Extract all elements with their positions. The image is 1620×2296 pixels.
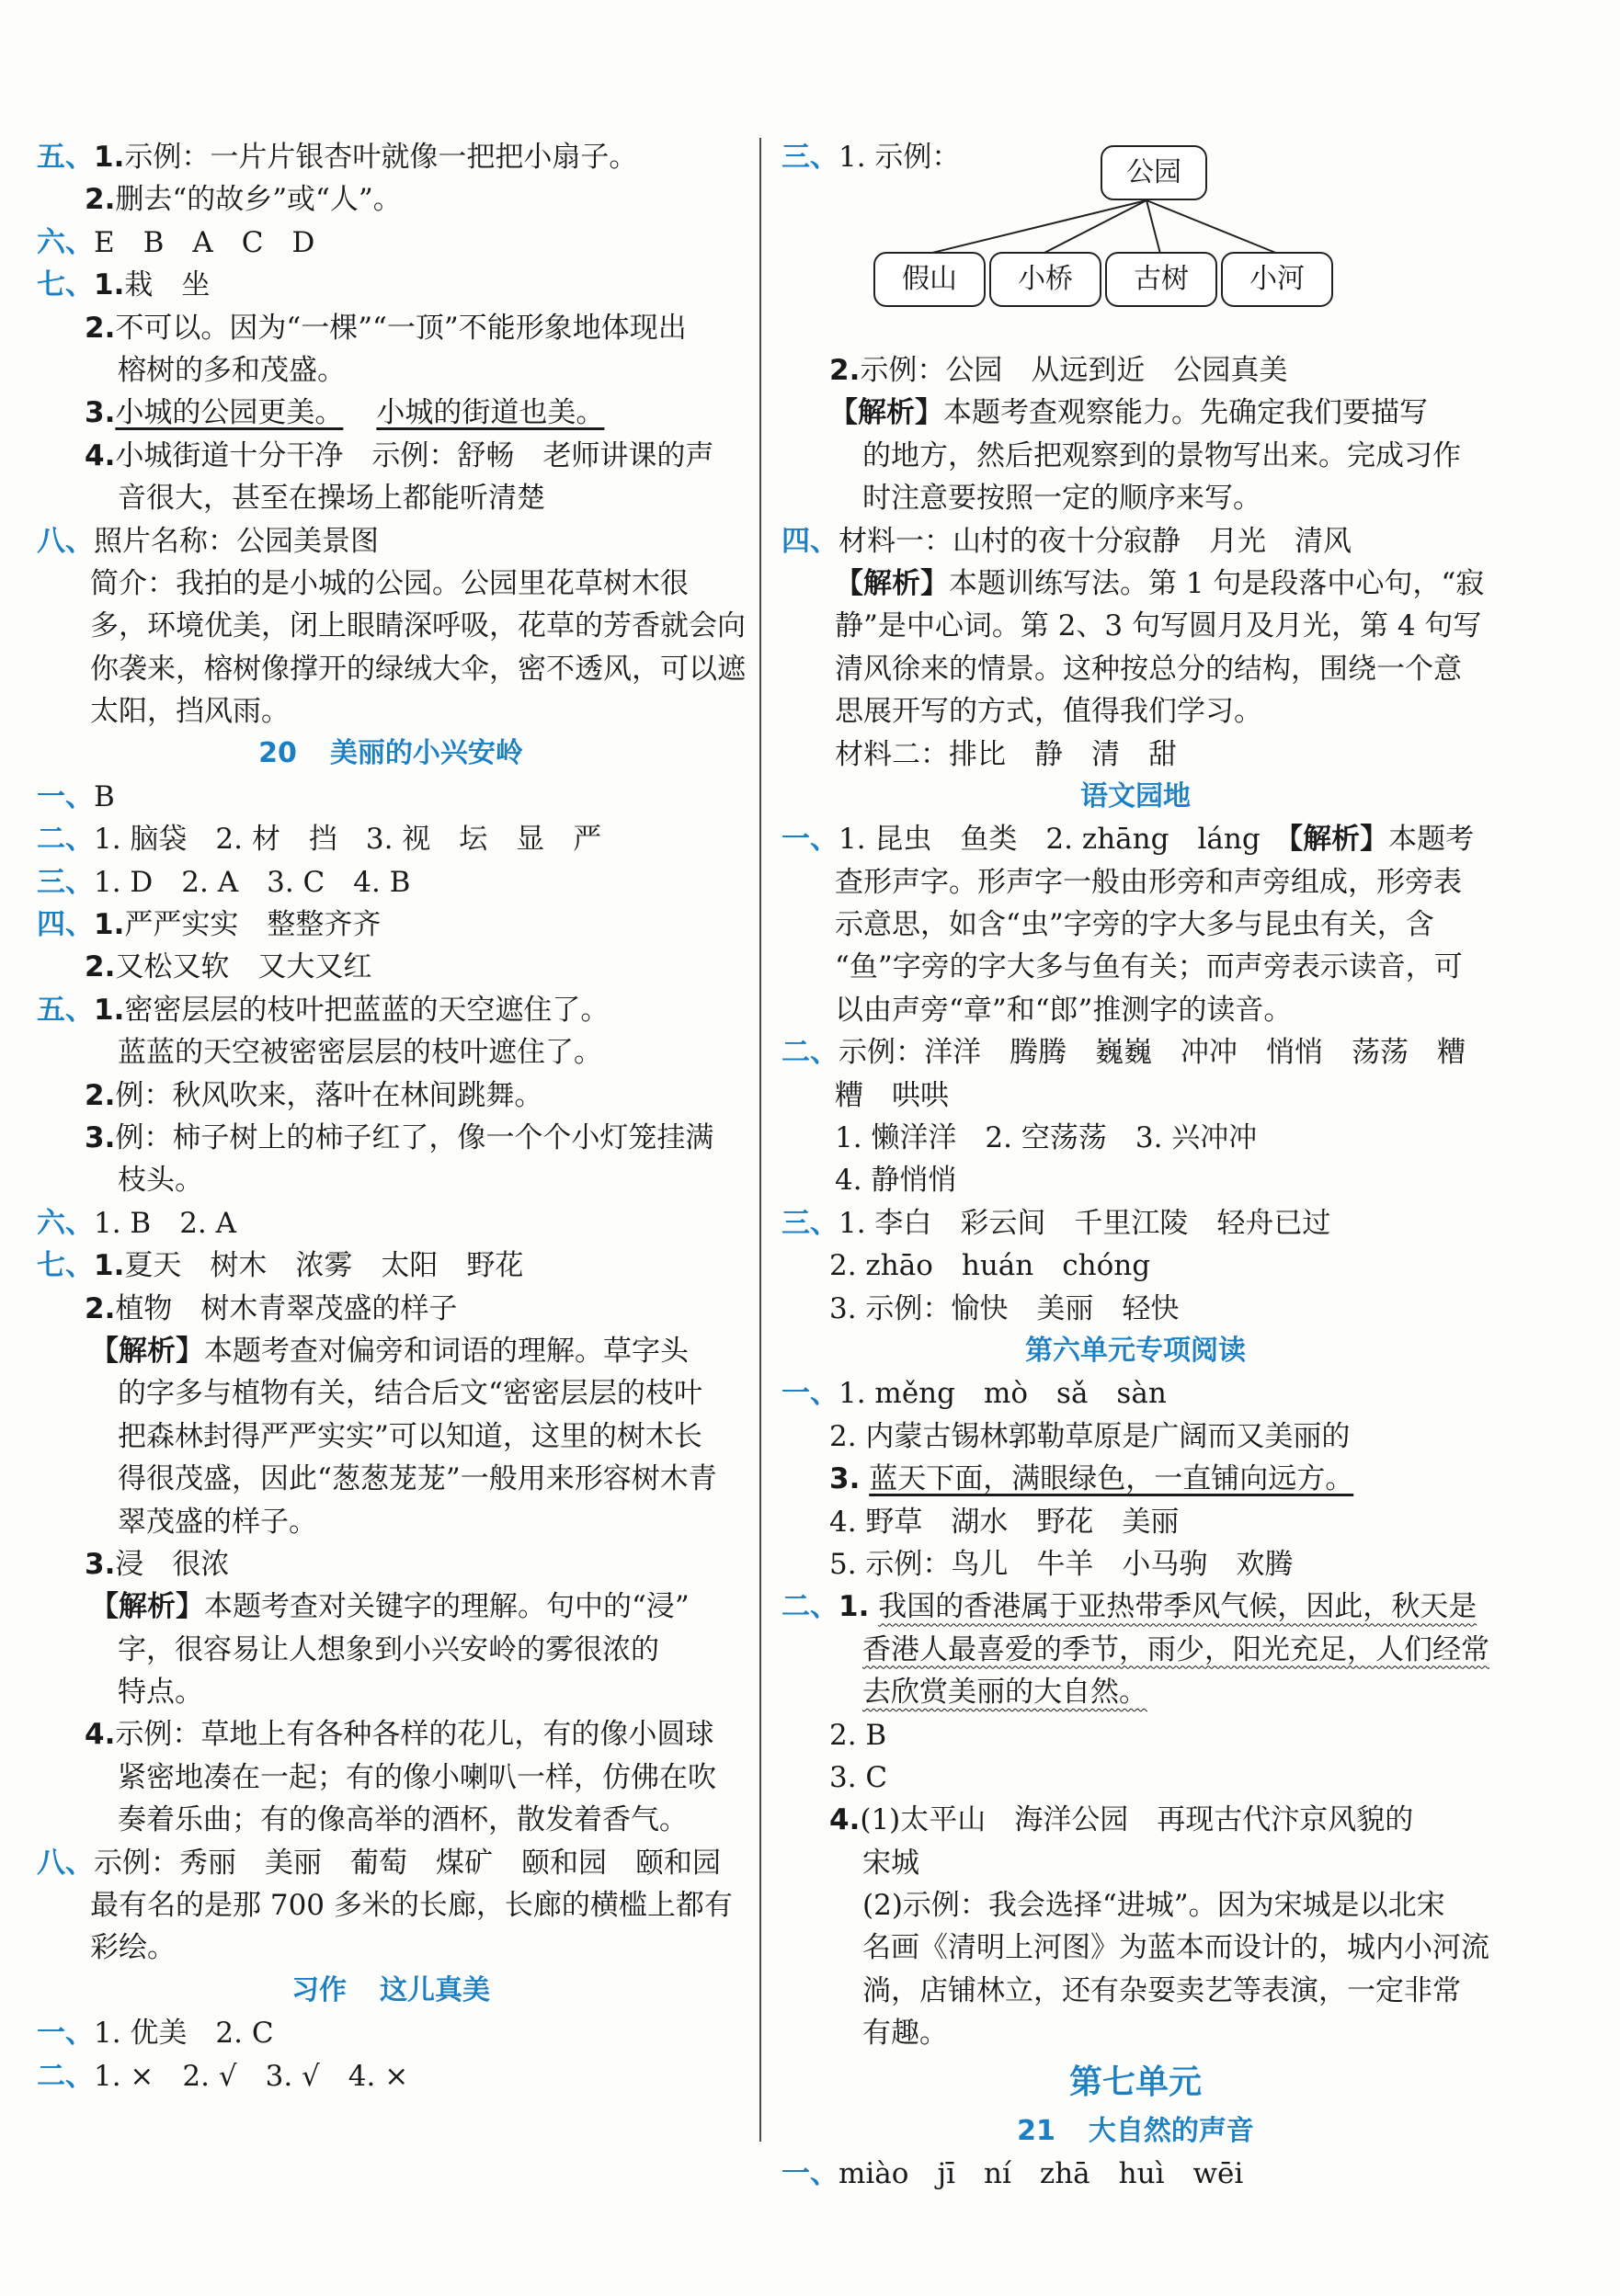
answer-line: 一、1. 昆虫 鱼类 2. zhāng láng 【解析】本题考 xyxy=(781,823,1475,857)
tree-diagram xyxy=(781,136,1489,349)
answer-line: 枝头。 xyxy=(118,1164,203,1198)
answer-line: 有趣。 xyxy=(862,2017,948,2051)
analysis-line: 把森林封得严严实实”可以知道，这里的树木长 xyxy=(118,1419,702,1453)
answer-line: 2. B xyxy=(829,1718,887,1752)
answer-line: 三、1. 示例： xyxy=(781,141,961,174)
answer-line: 1. 懒洋洋 2. 空荡荡 3. 兴冲冲 xyxy=(835,1121,1258,1155)
answer-line: 四、材料一：山村的夜十分寂静 月光 清风 xyxy=(781,524,1352,558)
answer-line: 二、1. × 2. √ 3. √ 4. × xyxy=(37,2059,409,2093)
analysis-line: 静”是中心词。第 2、3 句写圆月及月光，第 4 句写 xyxy=(835,609,1482,643)
answer-line: 材料二：排比 静 清 甜 xyxy=(835,737,1177,771)
answer-line: 4.(1)太平山 海洋公园 再现古代汴京风貌的 xyxy=(829,1803,1414,1837)
answer-line: 3. 蓝天下面，满眼绿色，一直铺向远方。 xyxy=(829,1462,1354,1496)
section-title: 第六单元专项阅读 xyxy=(1025,1334,1246,1367)
answer-line: 糟 哄哄 xyxy=(835,1078,949,1112)
answer-line: 四、1.严严实实 整整齐齐 xyxy=(37,908,382,942)
answer-line: 音很大，甚至在操场上都能听清楚 xyxy=(118,482,545,516)
diagram-child-box: 古树 xyxy=(1105,252,1217,307)
analysis-line: 思展开写的方式，值得我们学习。 xyxy=(835,695,1262,729)
answer-line: 2.又松又软 又大又红 xyxy=(85,950,372,984)
answer-line: 简介：我拍的是小城的公园。公园里花草树木很 xyxy=(90,566,689,600)
answer-line: 去欣赏美丽的大自然。 xyxy=(862,1676,1147,1710)
answer-line: 一、miào jī ní zhā huì wēi xyxy=(781,2157,1244,2191)
answer-line: 2. zhāo huán chóng xyxy=(829,1249,1151,1283)
answer-line: 一、1. měng mò sǎ sàn xyxy=(781,1377,1167,1411)
answer-line: 5. 示例：鸟儿 牛羊 小马驹 欢腾 xyxy=(829,1547,1294,1581)
answer-line: 最有名的是那 700 多米的长廊，长廊的横槛上都有 xyxy=(90,1889,733,1923)
diagram-child-box: 小桥 xyxy=(989,252,1101,307)
answer-line: 紧密地凑在一起；有的像小喇叭一样，仿佛在吹 xyxy=(118,1760,716,1794)
column-divider xyxy=(759,138,761,2142)
answer-line: 2.例：秋风吹来，落叶在林间跳舞。 xyxy=(85,1078,543,1112)
answer-line: 2.不可以。因为“一棵”“一顶”不能形象地体现出 xyxy=(85,311,687,345)
analysis-line: 得很茂盛，因此“葱葱茏茏”一般用来形容树木青 xyxy=(118,1462,717,1496)
answer-line: 蓝蓝的天空被密密层层的枝叶遮住了。 xyxy=(118,1036,602,1070)
analysis-line: 时注意要按照一定的顺序来写。 xyxy=(862,482,1261,516)
answer-line: 六、E B A C D xyxy=(37,225,315,259)
left-column xyxy=(37,136,745,2097)
answer-line: 二、示例：洋洋 腾腾 巍巍 冲冲 悄悄 荡荡 糟 xyxy=(781,1036,1466,1070)
analysis-line: 查形声字。形声字一般由形旁和声旁组成，形旁表 xyxy=(835,865,1462,899)
answer-line: 七、1.夏天 树木 浓雾 太阳 野花 xyxy=(37,1249,524,1283)
answer-line: 4.示例：草地上有各种各样的花儿，有的像小圆球 xyxy=(85,1718,714,1752)
answer-line: 奏着乐曲；有的像高举的酒杯，散发着香气。 xyxy=(118,1803,688,1837)
analysis-line: 【解析】本题考查对偏旁和词语的理解。草字头 xyxy=(90,1334,689,1368)
answer-line: 一、B xyxy=(37,779,115,813)
analysis-line: 【解析】本题考查观察能力。先确定我们要描写 xyxy=(829,396,1428,430)
answer-line: 五、1.密密层层的枝叶把蓝蓝的天空遮住了。 xyxy=(37,993,610,1027)
answer-line: 2.植物 树木青翠茂盛的样子 xyxy=(85,1291,458,1325)
answer-line: 2.删去“的故乡”或“人”。 xyxy=(85,183,402,217)
answer-line: 4. 静悄悄 xyxy=(835,1164,957,1198)
section-title: 习作 这儿真美 xyxy=(291,1973,490,2006)
diagram-child-box: 小河 xyxy=(1221,252,1333,307)
analysis-line: 示意思，如含“虫”字旁的字大多与昆虫有关，含 xyxy=(835,908,1434,942)
answer-line: 二、1. 脑袋 2. 材 挡 3. 视 坛 显 严 xyxy=(37,823,602,857)
answer-line: 淌，店铺林立，还有杂耍卖艺等表演，一定非常 xyxy=(862,1973,1461,2007)
analysis-line: 特点。 xyxy=(118,1676,203,1710)
answer-line: 宋城 xyxy=(862,1846,919,1880)
answer-line: 太阳，挡风雨。 xyxy=(90,695,290,729)
section-title: 语文园地 xyxy=(1080,779,1191,813)
analysis-line: 字，很容易让人想象到小兴安岭的雾很浓的 xyxy=(118,1632,659,1666)
section-title: 20 美丽的小兴安岭 xyxy=(258,737,523,770)
answer-line: 五、1.示例：一片片银杏叶就像一把把小扇子。 xyxy=(37,141,638,174)
diagram-child-box: 假山 xyxy=(873,252,986,307)
answer-line: 八、示例：秀丽 美丽 葡萄 煤矿 颐和园 颐和园 xyxy=(37,1846,721,1880)
analysis-line: 【解析】本题考查对关键字的理解。句中的“浸” xyxy=(90,1590,690,1624)
analysis-line: 【解析】本题训练写法。第 1 句是段落中心句，“寂 xyxy=(835,566,1485,600)
answer-line: 榕树的多和茂盛。 xyxy=(118,353,346,387)
right-column xyxy=(781,136,1489,2195)
answer-line: 八、照片名称：公园美景图 xyxy=(37,524,379,558)
analysis-line: “鱼”字旁的字大多与鱼有关；而声旁表示读音，可 xyxy=(835,950,1463,984)
answer-line: 2. 内蒙古锡林郭勒草原是广阔而又美丽的 xyxy=(829,1419,1351,1453)
answer-line: 三、1. 李白 彩云间 千里江陵 轻舟已过 xyxy=(781,1206,1331,1240)
answer-line: 4.小城街道十分干净 示例：舒畅 老师讲课的声 xyxy=(85,438,714,472)
section-title: 21 大自然的声音 xyxy=(1017,2114,1254,2147)
unit-title: 第七单元 xyxy=(1068,2063,1202,2101)
analysis-line: 翠茂盛的样子。 xyxy=(118,1505,317,1539)
answer-line: 4. 野草 湖水 野花 美丽 xyxy=(829,1505,1180,1539)
answer-line: 一、1. 优美 2. C xyxy=(37,2017,274,2051)
answer-line: 多，环境优美，闭上眼睛深呼吸，花草的芳香就会向 xyxy=(90,609,746,643)
answer-line: 你袭来，榕树像撑开的绿绒大伞，密不透风，可以遮 xyxy=(90,652,746,686)
diagram-root-box: 公园 xyxy=(1101,145,1207,200)
answer-line: (2)示例：我会选择“进城”。因为宋城是以北宋 xyxy=(862,1889,1445,1923)
answer-line: 香港人最喜爱的季节，雨少，阳光充足，人们经常 xyxy=(862,1632,1489,1666)
answer-line: 七、1.栽 坐 xyxy=(37,268,211,302)
answer-line: 六、1. B 2. A xyxy=(37,1206,237,1240)
answer-line: 三、1. D 2. A 3. C 4. B xyxy=(37,865,411,899)
answer-line: 3.浸 很浓 xyxy=(85,1547,230,1581)
analysis-line: 以由声旁“章”和“郎”推测字的读音。 xyxy=(835,993,1293,1027)
answer-line: 3. C xyxy=(829,1760,888,1794)
analysis-line: 清风徐来的情景。这种按总分的结构，围绕一个意 xyxy=(835,652,1462,686)
analysis-line: 的地方，然后把观察到的景物写出来。完成习作 xyxy=(862,438,1461,472)
answer-line: 3.小城的公园更美。 小城的街道也美。 xyxy=(85,396,605,430)
answer-line: 彩绘。 xyxy=(90,1931,176,1965)
analysis-line: 的字多与植物有关，结合后文“密密层层的枝叶 xyxy=(118,1377,702,1411)
answer-line: 二、1. 我国的香港属于亚热带季风气候，因此，秋天是 xyxy=(781,1590,1477,1624)
answer-line: 名画《清明上河图》为蓝本而设计的，城内小河流 xyxy=(862,1931,1489,1965)
answer-line: 3.例：柿子树上的柿子红了，像一个个小灯笼挂满 xyxy=(85,1120,714,1154)
answer-line: 3. 示例：愉快 美丽 轻快 xyxy=(829,1291,1180,1325)
answer-line: 2.示例：公园 从远到近 公园真美 xyxy=(829,354,1288,387)
